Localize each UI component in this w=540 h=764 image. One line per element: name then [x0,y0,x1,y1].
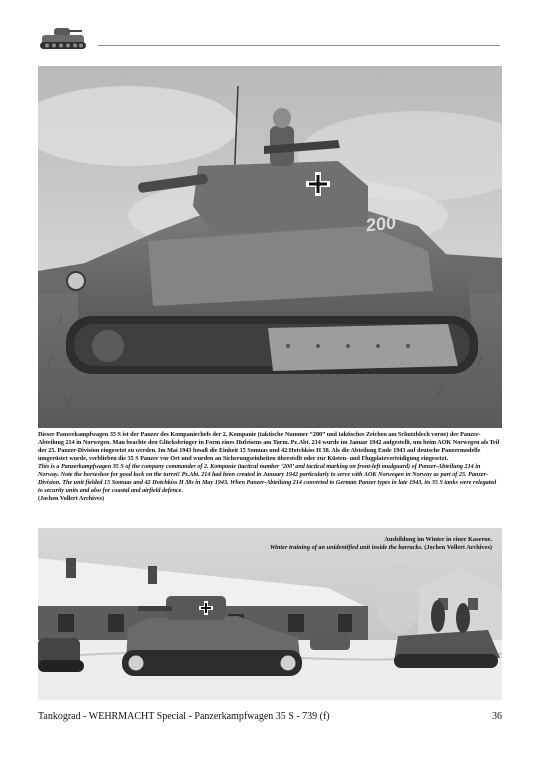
caption-german: Dieser Panzerkampfwagen 35 S ist der Panzer des Kompaniechefs der 2. Kompanie (taktische Nummer “200” und taktisches Zeichen am Schutzblech vorne) der Panzer-Abteilung 214 in Norwegen. Man beachte den Glücksbringer in Form eines Hufeisens am Turm. Pz.Abt. 214 wurde im Januar 1942 aufgestellt, um beim AOK Norwegen als Teil der 25. Panzer-Division eingesetzt zu werden. Im Mai 1943 besaß die Einheit 15 Somuas und 42 Hotchkiss H 38. Als die Abteilung Ende 1943 auf deutsche Panzermodelle umgerüstet wurde, verblieben die 35 S Panzer vor Ort und wurden an Sicherungseinheiten überstellt oder zur Küsten- und Flugplatzverteidigung eingesetzt. [38,432,500,463]
turret-number: 200 [366,212,397,236]
winter-training-photo [38,528,502,700]
page-number: 36 [492,711,502,722]
caption-credit: (Jochen Vollert Archives) [38,496,105,503]
header-tank-icon [38,25,88,51]
page-footer [38,711,502,725]
header-rule [98,45,500,46]
caption2-credit: (Jochen Vollert Archives) [424,544,492,552]
caption-english: This is a Panzerkampfwagen 35 S of the company commander of 2. Kompanie (tactical number ‘200’ and tactical marking on front-left mudguard) of Panzer-Abteilung 214 in Norway. Note the horseshoe for good luck on the turret! Pz.Abt. 214 had been created in January 1942 particularly to serve with AOK Norwegen in Norway as part of 25. Panzer-Division. The unit fielded 15 Somuas and 42 Hotchkiss H 38s in May 1943. When Panzer-Abteilung 214 converted to German Panzer types in late 1943, its 35 S tanks were relegated to security units and also for coastal and airfield defence. [38,464,497,495]
main-photo-caption [38,431,502,503]
winter-photo-caption [230,536,492,552]
caption2-english: Winter training of an unidentified unit inside the barracks. [269,544,423,552]
main-photo-somua-tank [38,66,502,428]
caption2-german: Ausbildung im Winter in einer Kaserne. [384,536,492,543]
footer-title: Tankograd - WEHRMACHT Special - Panzerkampfwagen 35 S - 739 (f) [38,711,330,722]
